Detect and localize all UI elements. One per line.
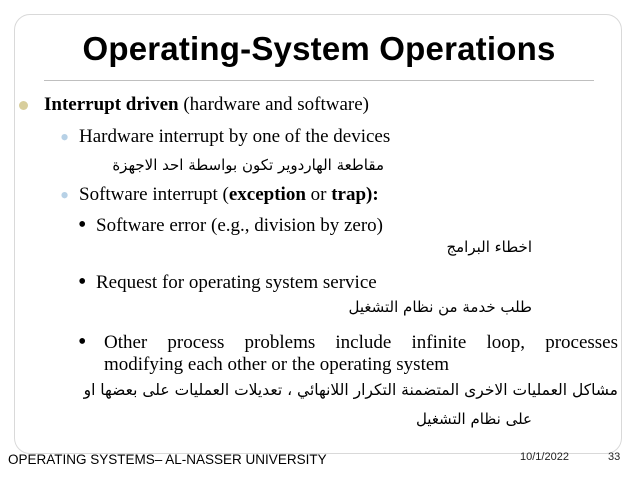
arabic-other-problems-line2: على نظام التشغيل xyxy=(415,410,532,428)
bullet-interrupt-driven xyxy=(44,94,369,116)
bullet-software-interrupt xyxy=(79,184,379,206)
footer-page-number: 33 xyxy=(608,451,621,463)
bullet-rest-text: (hardware and software) xyxy=(178,94,370,115)
bullet-bold-text: Interrupt driven xyxy=(44,94,179,115)
software-prefix: Software interrupt ( xyxy=(79,184,229,205)
arabic-service-request-note: طلب خدمة من نظام التشغيل xyxy=(348,298,532,316)
arabic-software-error-note: اخطاء البرامج xyxy=(446,238,532,256)
trap-term: trap): xyxy=(331,184,379,205)
title-divider xyxy=(44,80,594,81)
footer-university: OPERATING SYSTEMS– AL-NASSER UNIVERSITY xyxy=(8,452,327,467)
arabic-other-problems-line1: مشاكل العمليات الاخرى المتضمنة التكرار اللانهائي ، تعديلات العمليات على بعضها او xyxy=(83,381,618,399)
bullet-level3-icon: • xyxy=(78,269,87,295)
bullet-level2-icon: • xyxy=(60,123,70,152)
bullet-other-problems-line1: Other process problems include infinite loop, processes xyxy=(104,332,618,353)
bullet-software-error: Software error (e.g., division by zero) xyxy=(96,215,384,236)
bullet-level3-icon: • xyxy=(78,329,87,355)
footer-date: 10/1/2022 xyxy=(520,451,569,463)
slide-title: Operating-System Operations xyxy=(82,30,556,67)
bullet-level1-icon xyxy=(19,101,28,110)
bullet-level2-icon: • xyxy=(60,181,70,210)
bullet-other-problems-line2: modifying each other or the operating system xyxy=(104,354,450,375)
bullet-hardware-interrupt: Hardware interrupt by one of the devices xyxy=(79,126,391,147)
software-mid: or xyxy=(305,184,332,205)
bullet-os-service-request: Request for operating system service xyxy=(96,272,377,293)
bullet-level3-icon: • xyxy=(78,212,87,238)
exception-term: exception xyxy=(228,184,306,205)
arabic-hardware-note: مقاطعة الهاردوير تكون بواسطة احد الاجهزة xyxy=(112,156,384,174)
